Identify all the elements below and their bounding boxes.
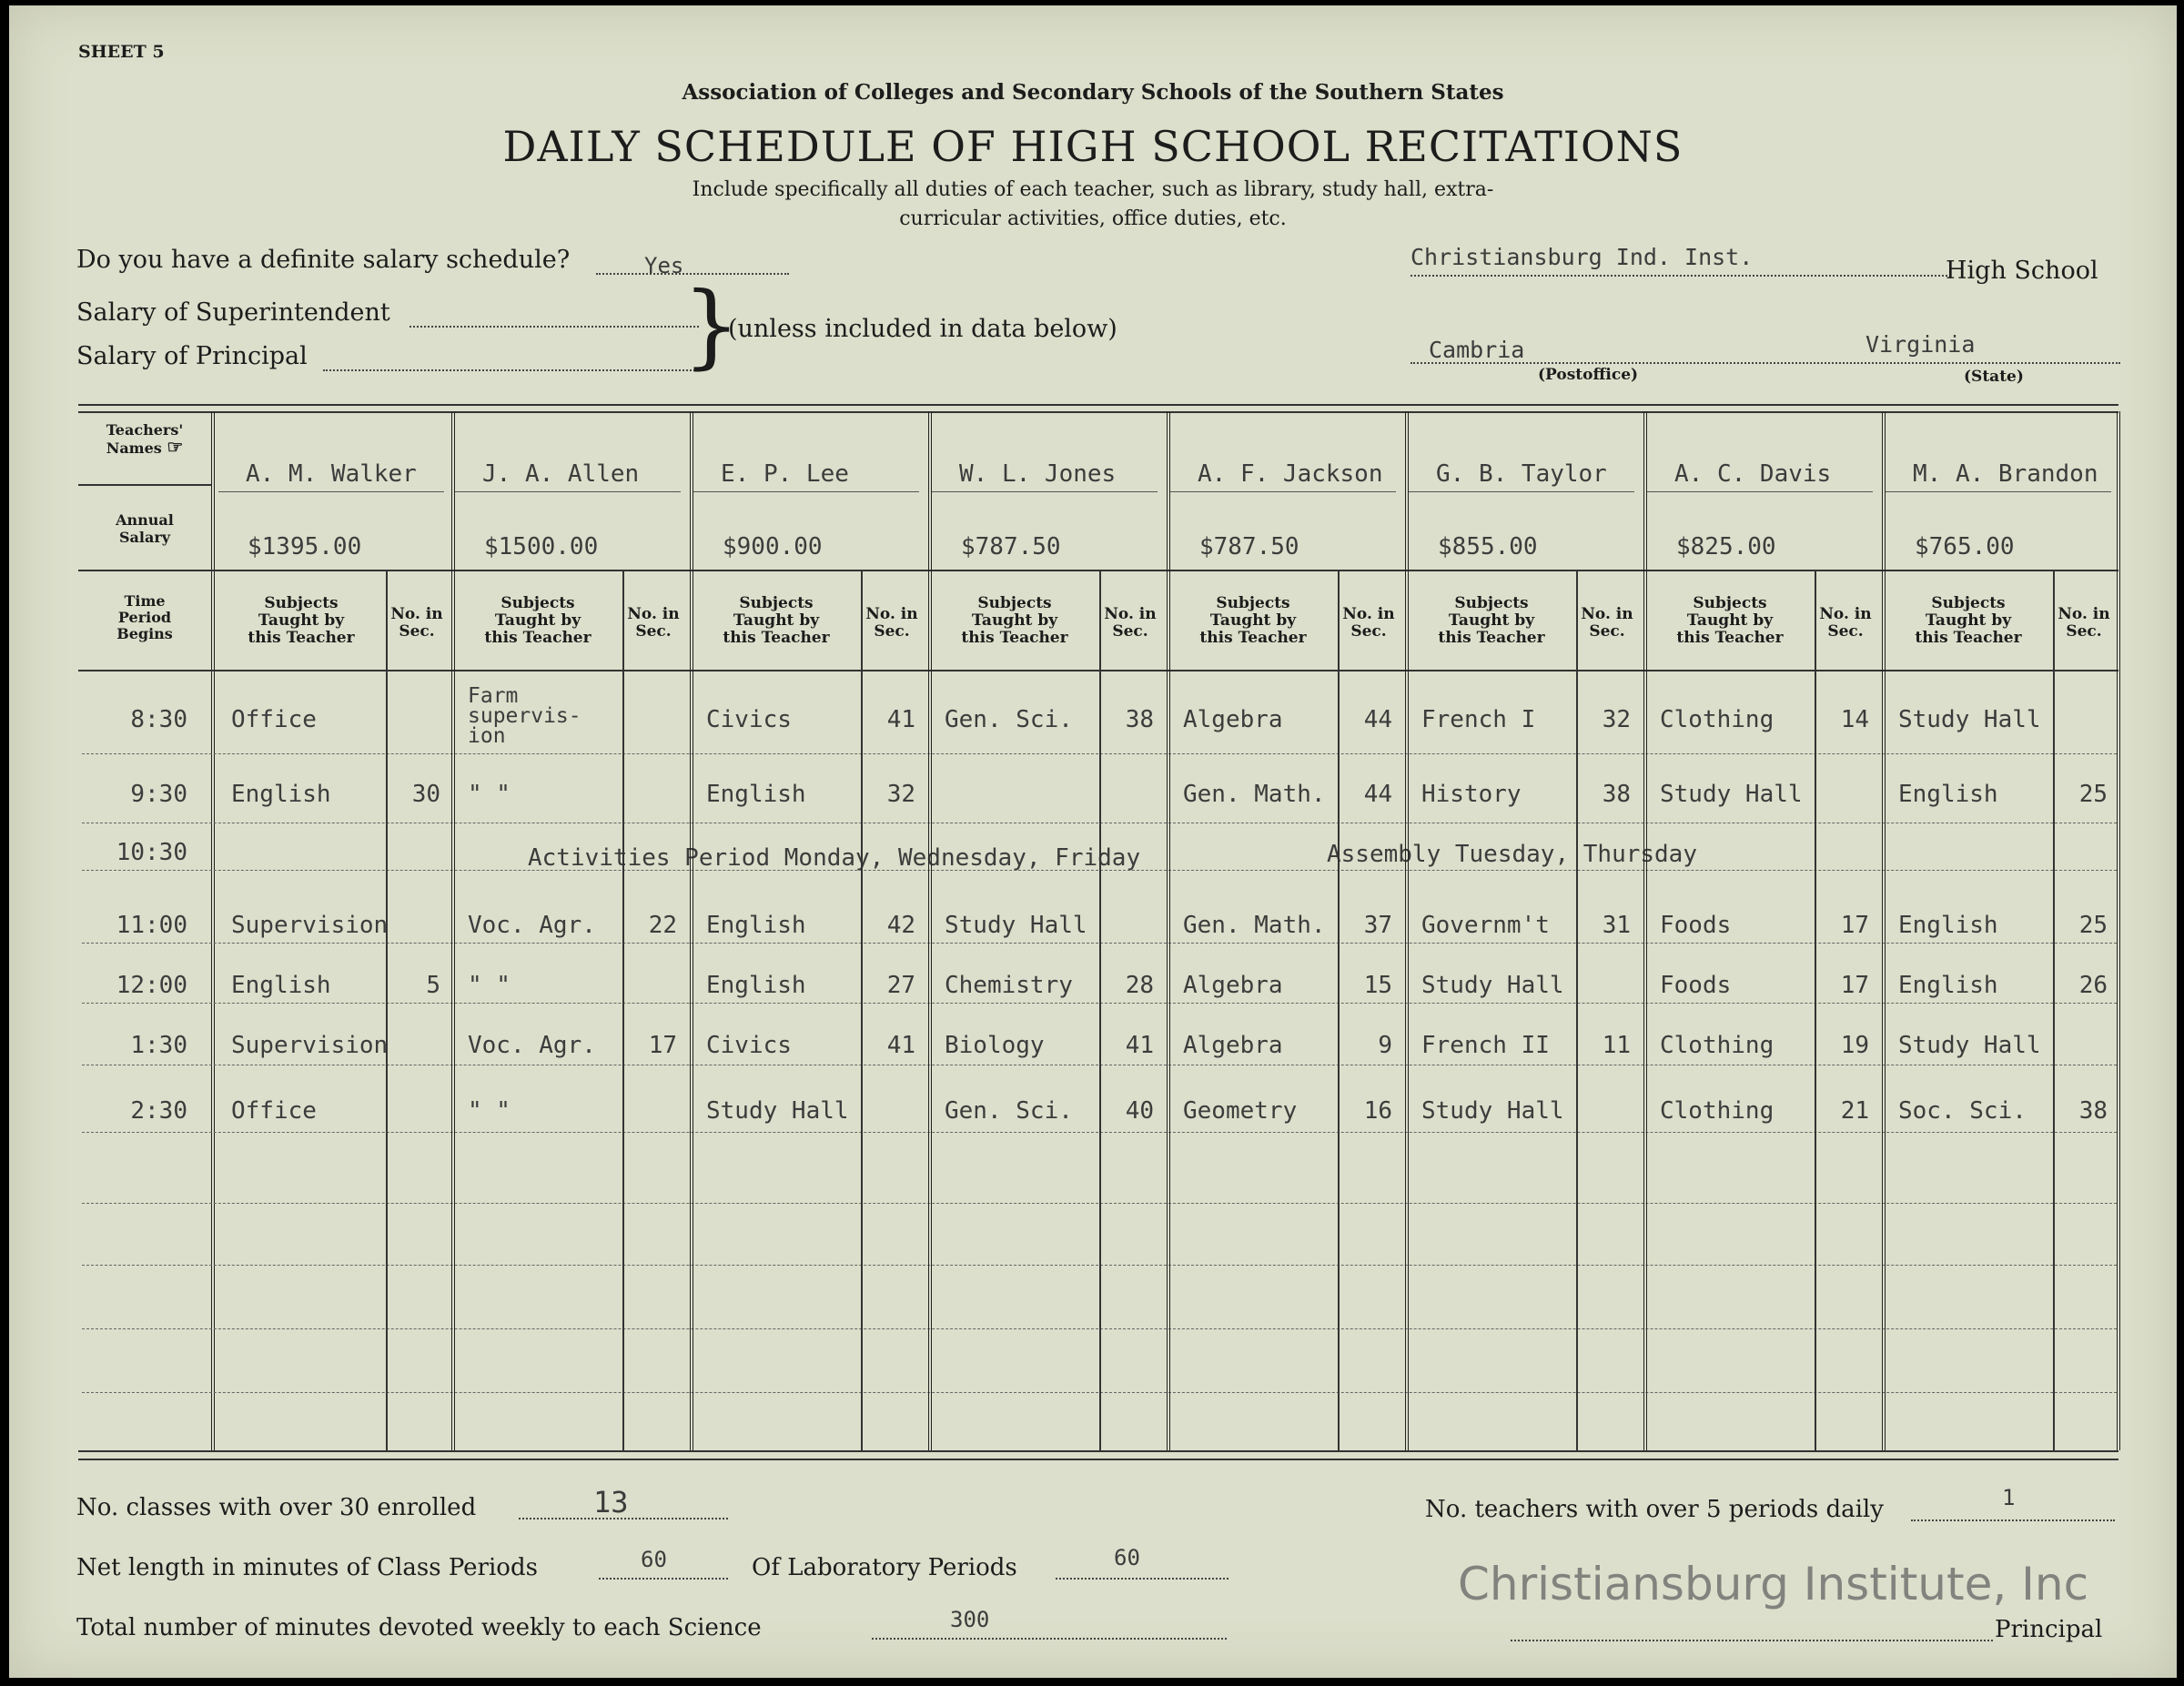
science-minutes-label: Total number of minutes devoted weekly to each Science bbox=[76, 1614, 762, 1641]
subject-cell: Study Hall bbox=[1421, 1097, 1564, 1125]
teacher-name: E. P. Lee bbox=[721, 460, 849, 488]
subject-cell: English bbox=[1898, 972, 1998, 999]
name-underline bbox=[455, 491, 681, 492]
teacher-salary: $900.00 bbox=[723, 533, 823, 560]
time-cell: 1:30 bbox=[130, 1032, 187, 1059]
subject-cell: Supervision bbox=[231, 912, 389, 939]
section-count-cell: 16 bbox=[1363, 1097, 1392, 1125]
section-count-cell: 38 bbox=[1602, 781, 1631, 808]
name-underline bbox=[1170, 491, 1396, 492]
salary-principal-label: Salary of Principal bbox=[76, 342, 308, 370]
subject-cell: Voc. Agr. bbox=[468, 1032, 596, 1059]
time-cell: 11:00 bbox=[116, 912, 187, 939]
section-count-cell: 44 bbox=[1363, 706, 1392, 733]
name-underline bbox=[1647, 491, 1873, 492]
column-divider bbox=[2117, 411, 2120, 1450]
subject-cell: Clothing bbox=[1660, 1032, 1774, 1059]
salary-superintendent-label: Salary of Superintendent bbox=[76, 298, 390, 327]
subjects-header: Subjects Taught by this Teacher bbox=[484, 594, 592, 647]
section-divider bbox=[1338, 570, 1340, 1450]
science-minutes-value: 300 bbox=[950, 1607, 990, 1632]
section-count-cell: 41 bbox=[886, 1032, 915, 1059]
name-underline bbox=[693, 491, 919, 492]
subject-cell: Chemistry bbox=[945, 972, 1073, 999]
page-title: DAILY SCHEDULE OF HIGH SCHOOL RECITATIONS bbox=[502, 122, 1684, 171]
subject-cell: Gen. Sci. bbox=[945, 1097, 1073, 1125]
classes-over-30-value: 13 bbox=[593, 1485, 629, 1519]
time-period-label: Time Period Begins bbox=[116, 592, 173, 642]
subjects-header: Subjects Taught by this Teacher bbox=[248, 594, 355, 647]
teacher-salary: $787.50 bbox=[961, 533, 1061, 560]
section-count-cell: 42 bbox=[886, 912, 915, 939]
instructions-line-1: Include specifically all duties of each teacher, such as library, study hall, extra- bbox=[692, 178, 1494, 201]
subject-cell: Study Hall bbox=[1421, 972, 1564, 999]
principal-label: Principal bbox=[1995, 1616, 2103, 1643]
section-count-cell: 31 bbox=[1602, 912, 1631, 939]
postoffice-value: Cambria bbox=[1429, 337, 1525, 363]
name-underline bbox=[932, 491, 1158, 492]
sheet-number: SHEET 5 bbox=[78, 42, 165, 62]
subject-cell: Office bbox=[231, 1097, 317, 1125]
section-count-cell: 26 bbox=[2078, 972, 2108, 999]
section-count-cell: 17 bbox=[648, 1032, 677, 1059]
teacher-name: M. A. Brandon bbox=[1913, 460, 2098, 488]
annual-salary-label: Annual Salary bbox=[116, 511, 174, 546]
subject-cell: Gen. Math. bbox=[1183, 912, 1326, 939]
activities-note-1: Activities Period Monday, Wednesday, Friday bbox=[528, 844, 1141, 872]
teacher-name: J. A. Allen bbox=[482, 460, 640, 488]
unless-note: (unless included in data below) bbox=[728, 315, 1117, 343]
section-divider bbox=[2053, 570, 2055, 1450]
subject-cell: History bbox=[1421, 781, 1522, 808]
section-count-cell: 25 bbox=[2078, 912, 2108, 939]
subject-cell: Soc. Sci. bbox=[1898, 1097, 2027, 1125]
section-count-cell: 9 bbox=[1378, 1032, 1392, 1059]
document-sheet bbox=[9, 5, 2177, 1678]
subject-cell: English bbox=[706, 972, 806, 999]
teacher-name: A. C. Davis bbox=[1674, 460, 1832, 488]
time-cell: 8:30 bbox=[130, 706, 187, 733]
teacher-salary: $1395.00 bbox=[248, 533, 362, 560]
subjects-header: Subjects Taught by this Teacher bbox=[1915, 594, 2022, 647]
section-count-cell: 19 bbox=[1840, 1032, 1869, 1059]
subject-cell: " " bbox=[468, 1097, 511, 1125]
section-divider bbox=[1576, 570, 1578, 1450]
no-in-sec-header: No. in Sec. bbox=[2058, 605, 2110, 641]
column-divider bbox=[690, 411, 693, 1450]
no-in-sec-header: No. in Sec. bbox=[390, 605, 443, 641]
subject-cell: French II bbox=[1421, 1032, 1550, 1059]
subject-cell: Civics bbox=[706, 706, 792, 733]
section-count-cell: 25 bbox=[2078, 781, 2108, 808]
section-count-cell: 40 bbox=[1125, 1097, 1154, 1125]
subject-cell: Study Hall bbox=[945, 912, 1087, 939]
subject-cell: Algebra bbox=[1183, 972, 1283, 999]
subject-cell: Study Hall bbox=[1660, 781, 1803, 808]
activities-note-2: Assembly Tuesday, Thursday bbox=[1327, 841, 1697, 868]
section-divider bbox=[1099, 570, 1101, 1450]
section-count-cell: 38 bbox=[2078, 1097, 2108, 1125]
section-count-cell: 30 bbox=[411, 781, 440, 808]
section-count-cell: 44 bbox=[1363, 781, 1392, 808]
state-value: Virginia bbox=[1866, 331, 1976, 358]
no-in-sec-header: No. in Sec. bbox=[865, 605, 918, 641]
column-divider bbox=[1405, 411, 1409, 1450]
column-divider bbox=[1167, 411, 1170, 1450]
subject-cell: Geometry bbox=[1183, 1097, 1298, 1125]
section-count-cell: 32 bbox=[886, 781, 915, 808]
time-cell: 9:30 bbox=[130, 781, 187, 808]
teacher-name: A. F. Jackson bbox=[1198, 460, 1383, 488]
subjects-header: Subjects Taught by this Teacher bbox=[723, 594, 830, 647]
classes-over-30-label: No. classes with over 30 enrolled bbox=[76, 1494, 477, 1521]
high-school-label: High School bbox=[1946, 257, 2098, 285]
section-count-cell: 28 bbox=[1125, 972, 1154, 999]
subject-cell: Biology bbox=[945, 1032, 1045, 1059]
teachers-over-5-value: 1 bbox=[2002, 1485, 2016, 1510]
subjects-header: Subjects Taught by this Teacher bbox=[1676, 594, 1784, 647]
subjects-header: Subjects Taught by this Teacher bbox=[961, 594, 1068, 647]
subject-cell: Study Hall bbox=[1898, 1032, 2041, 1059]
subjects-header: Subjects Taught by this Teacher bbox=[1199, 594, 1307, 647]
subject-cell: Supervision bbox=[231, 1032, 389, 1059]
state-label: (State) bbox=[1964, 368, 2024, 386]
subject-cell: English bbox=[1898, 781, 1998, 808]
school-name: Christiansburg Ind. Inst. bbox=[1410, 244, 1754, 270]
section-count-cell: 17 bbox=[1840, 972, 1869, 999]
section-count-cell: 17 bbox=[1840, 912, 1869, 939]
name-underline bbox=[1409, 491, 1634, 492]
subject-cell: Foods bbox=[1660, 972, 1732, 999]
teacher-name: G. B. Taylor bbox=[1436, 460, 1607, 488]
section-count-cell: 27 bbox=[886, 972, 915, 999]
no-in-sec-header: No. in Sec. bbox=[1342, 605, 1395, 641]
teacher-salary: $1500.00 bbox=[484, 533, 599, 560]
section-divider bbox=[861, 570, 863, 1450]
subject-cell: Study Hall bbox=[1898, 706, 2041, 733]
subject-cell: English bbox=[706, 781, 806, 808]
subject-cell: Algebra bbox=[1183, 706, 1283, 733]
time-cell: 10:30 bbox=[116, 839, 187, 866]
section-count-cell: 32 bbox=[1602, 706, 1631, 733]
watermark-text: Christiansburg Institute, Inc bbox=[1458, 1558, 2089, 1610]
subject-cell: Farm supervis- ion bbox=[468, 684, 581, 748]
name-underline bbox=[1886, 491, 2111, 492]
pointing-hand-icon: ☞ bbox=[167, 436, 184, 458]
brace-icon: } bbox=[682, 272, 741, 379]
teacher-salary: $787.50 bbox=[1199, 533, 1299, 560]
lab-period-label: Of Laboratory Periods bbox=[752, 1554, 1017, 1581]
section-count-cell: 15 bbox=[1363, 972, 1392, 999]
subject-cell: Study Hall bbox=[706, 1097, 849, 1125]
time-cell: 2:30 bbox=[130, 1097, 187, 1125]
no-in-sec-header: No. in Sec. bbox=[1819, 605, 1872, 641]
column-divider bbox=[1882, 411, 1886, 1450]
subjects-header: Subjects Taught by this Teacher bbox=[1438, 594, 1545, 647]
teachers-over-5-label: No. teachers with over 5 periods daily bbox=[1425, 1496, 1884, 1523]
subject-cell: Governm't bbox=[1421, 912, 1550, 939]
subject-cell: Clothing bbox=[1660, 706, 1774, 733]
teachers-names-label: Teachers' Names ☞ bbox=[106, 421, 184, 458]
column-divider bbox=[451, 411, 455, 1450]
subject-cell: Foods bbox=[1660, 912, 1732, 939]
subject-cell: Gen. Sci. bbox=[945, 706, 1073, 733]
section-count-cell: 41 bbox=[1125, 1032, 1154, 1059]
time-cell: 12:00 bbox=[116, 972, 187, 999]
section-divider bbox=[386, 570, 388, 1450]
section-count-cell: 14 bbox=[1840, 706, 1869, 733]
postoffice-label: (Postoffice) bbox=[1538, 366, 1639, 384]
no-in-sec-header: No. in Sec. bbox=[627, 605, 680, 641]
no-in-sec-header: No. in Sec. bbox=[1104, 605, 1157, 641]
no-in-sec-header: No. in Sec. bbox=[1581, 605, 1633, 641]
subject-cell: English bbox=[706, 912, 806, 939]
subject-cell: Voc. Agr. bbox=[468, 912, 596, 939]
section-count-cell: 37 bbox=[1363, 912, 1392, 939]
column-divider bbox=[1643, 411, 1647, 1450]
subject-cell: French I bbox=[1421, 706, 1536, 733]
column-divider bbox=[928, 411, 932, 1450]
subject-cell: " " bbox=[468, 781, 511, 808]
class-period-length-value: 60 bbox=[641, 1547, 667, 1572]
section-count-cell: 21 bbox=[1840, 1097, 1869, 1125]
section-divider bbox=[622, 570, 624, 1450]
section-count-cell: 5 bbox=[426, 972, 440, 999]
section-count-cell: 41 bbox=[886, 706, 915, 733]
subject-cell: " " bbox=[468, 972, 511, 999]
subject-cell: Clothing bbox=[1660, 1097, 1774, 1125]
class-period-length-label: Net length in minutes of Class Periods bbox=[76, 1554, 538, 1581]
subject-cell: English bbox=[231, 781, 331, 808]
subject-cell: Algebra bbox=[1183, 1032, 1283, 1059]
salary-schedule-answer: Yes bbox=[644, 253, 684, 278]
instructions-line-2: curricular activities, office duties, etc. bbox=[899, 207, 1287, 230]
salary-schedule-label: Do you have a definite salary schedule? bbox=[76, 246, 571, 274]
lab-period-value: 60 bbox=[1114, 1545, 1140, 1570]
teacher-salary: $765.00 bbox=[1915, 533, 2015, 560]
teacher-salary: $825.00 bbox=[1676, 533, 1776, 560]
teacher-name: A. M. Walker bbox=[246, 460, 417, 488]
section-count-cell: 38 bbox=[1125, 706, 1154, 733]
subject-cell: English bbox=[1898, 912, 1998, 939]
subject-cell: Office bbox=[231, 706, 317, 733]
teacher-name: W. L. Jones bbox=[959, 460, 1117, 488]
subject-cell: Civics bbox=[706, 1032, 792, 1059]
subject-cell: English bbox=[231, 972, 331, 999]
section-count-cell: 11 bbox=[1602, 1032, 1631, 1059]
section-divider bbox=[1815, 570, 1816, 1450]
subject-cell: Gen. Math. bbox=[1183, 781, 1326, 808]
association-title: Association of Colleges and Secondary Schools of the Southern States bbox=[682, 80, 1504, 105]
section-count-cell: 22 bbox=[648, 912, 677, 939]
teacher-salary: $855.00 bbox=[1438, 533, 1538, 560]
name-underline bbox=[218, 491, 444, 492]
